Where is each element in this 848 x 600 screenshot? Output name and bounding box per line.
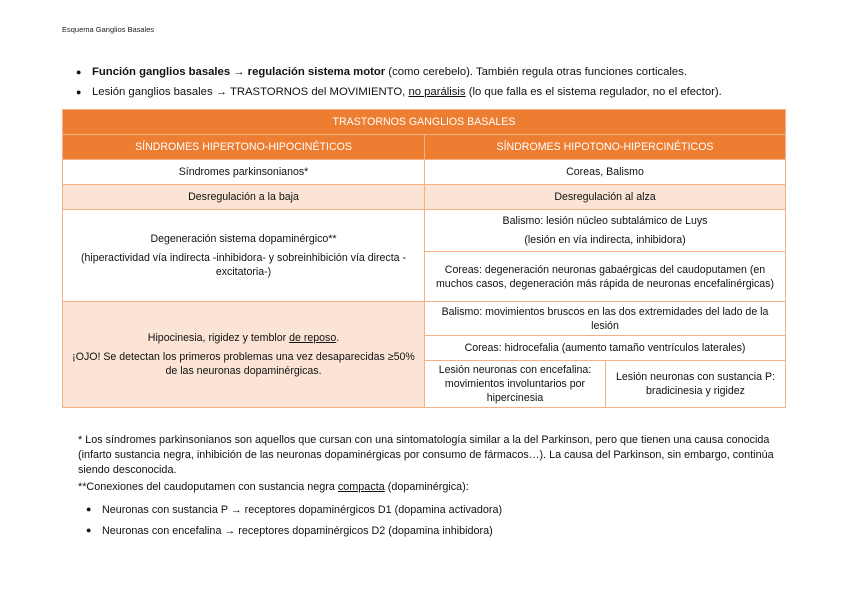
intro-bullets <box>76 62 776 102</box>
table-cell: Desregulación a la baja <box>63 185 425 210</box>
footnotes <box>78 433 778 495</box>
table-title: TRASTORNOS GANGLIOS BASALES <box>63 110 786 135</box>
intro-text: (lo que falla es el sistema regulador, no el efector). <box>465 86 722 98</box>
cell-line: (hiperactividad vía indirecta -inhibidora- y sobreinhibición vía directa -excitatoria-) <box>80 252 407 278</box>
table-cell <box>63 210 425 302</box>
table-cell <box>63 302 425 408</box>
table-cell: Coreas, Balismo <box>425 160 786 185</box>
footnote-2: **Conexiones del caudoputamen con sustancia negra compacta (dopaminérgica): <box>78 481 469 493</box>
intro-text: Lesión ganglios basales → TRASTORNOS del MOVIMIENTO, <box>92 86 409 98</box>
cell-line: ¡OJO! Se detectan los primeros problemas una vez desaparecidas ≥50% de las neuronas dopaminérgicas. <box>72 351 415 377</box>
table-cell: Coreas: degeneración neuronas gabaérgicas del caudoputamen (en muchos casos, degeneración más rápida de neuronas encefalinérgicas) <box>425 252 786 302</box>
table-cell: Lesión neuronas con encefalina: movimientos involuntarios por hipercinesia <box>425 361 606 408</box>
intro-text: (como cerebelo). También regula otras funciones corticales. <box>385 66 687 78</box>
disorders-table <box>62 109 786 408</box>
table-cell: Síndromes parkinsonianos* <box>63 160 425 185</box>
intro-bullet-1 <box>76 62 776 82</box>
bullet-icon: ● <box>76 67 82 77</box>
underlined-text: compacta <box>337 481 385 493</box>
connection-item-2 <box>86 525 776 537</box>
column-header-hypertonic: SÍNDROMES HIPERTONO-HIPOCINÉTICOS <box>63 135 425 160</box>
connection-text: Neuronas con encefalina → receptores dopaminérgicos D2 (dopamina inhibidora) <box>102 525 493 537</box>
connection-item-1 <box>86 504 776 516</box>
intro-bold-text: Función ganglios basales → regulación sistema motor <box>92 66 386 78</box>
column-header-hypotonic: SÍNDROMES HIPOTONO-HIPERCINÉTICOS <box>425 135 786 160</box>
cell-line: Hipocinesia, rigidez y temblor de reposo. <box>147 332 340 344</box>
bullet-icon: ● <box>86 504 92 514</box>
cell-line: (lesión en vía indirecta, inhibidora) <box>524 234 686 246</box>
table-cell: Balismo: movimientos bruscos en las dos extremidades del lado de la lesión <box>425 302 786 336</box>
document-header: Esquema Ganglios Basales <box>62 25 155 34</box>
cell-line: Degeneración sistema dopaminérgico** <box>150 233 337 245</box>
intro-bullet-2 <box>76 82 776 102</box>
table-cell: Lesión neuronas con sustancia P: bradicinesia y rigidez <box>606 361 786 408</box>
table-cell: Coreas: hidrocefalia (aumento tamaño ventrículos laterales) <box>425 336 786 361</box>
underlined-text: de reposo <box>289 332 337 344</box>
underlined-text: no parálisis <box>408 86 466 98</box>
bullet-icon: ● <box>86 525 92 535</box>
cell-line: Balismo: lesión núcleo subtalámico de Luys <box>502 215 708 227</box>
table-cell: Desregulación al alza <box>425 185 786 210</box>
bullet-icon: ● <box>76 87 82 97</box>
connection-text: Neuronas con sustancia P → receptores dopaminérgicos D1 (dopamina activadora) <box>102 504 503 516</box>
footnote-1: * Los síndromes parkinsonianos son aquellos que cursan con una sintomatología similar a la del Parkinson, pero que tienen una causa conocida (infarto sustancia negra, inhibición de las neuronas dopaminérgicas por consumo de fármacos…). La causa del Parkinson, sin embargo, continúa siendo desconocida. <box>78 434 774 476</box>
table-cell <box>425 210 786 252</box>
